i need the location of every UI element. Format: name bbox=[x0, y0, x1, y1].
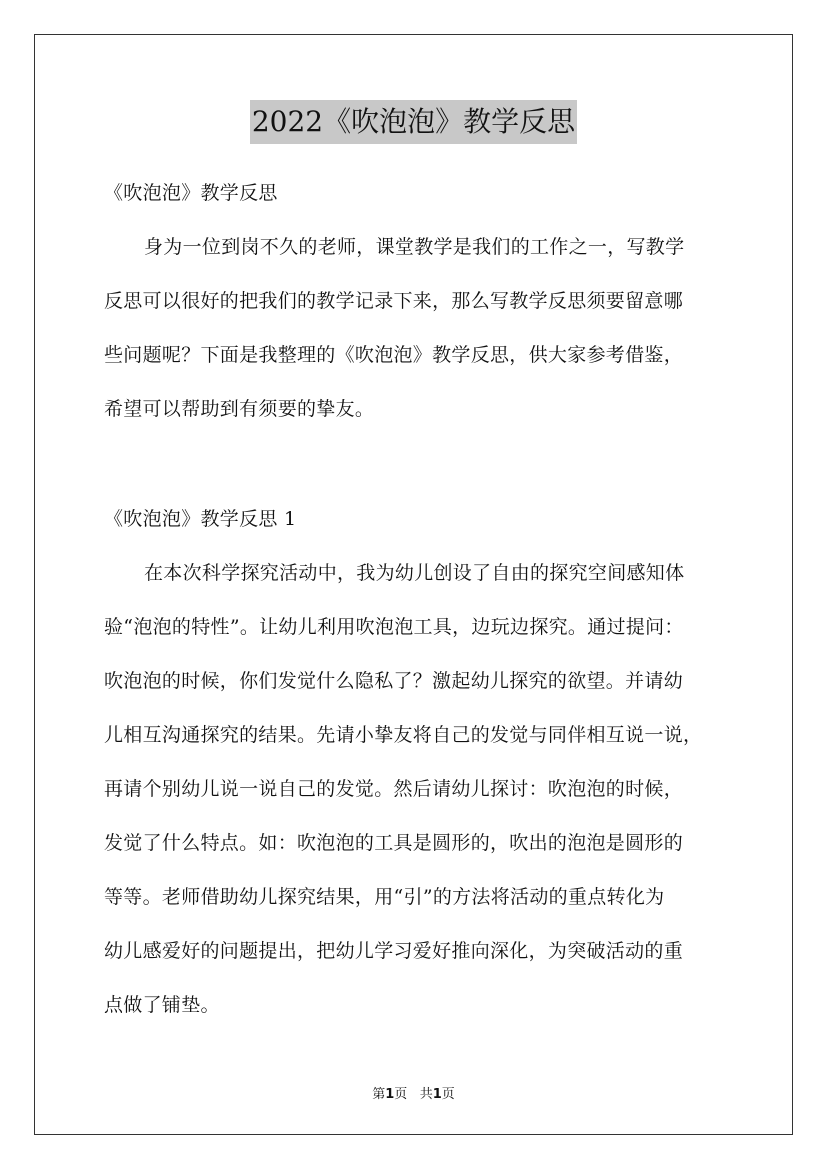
document-title: 2022《吹泡泡》教学反思 bbox=[250, 100, 577, 144]
total-pages: 1 bbox=[432, 1087, 442, 1102]
subtitle: 《吹泡泡》教学反思 bbox=[104, 182, 278, 204]
page-prefix: 第 bbox=[372, 1087, 386, 1102]
document-title-wrap bbox=[0, 100, 827, 144]
paragraph-line: 儿相互沟通探究的结果。先请小挚友将自己的发觉与同伴相互说一说， bbox=[104, 724, 703, 746]
paragraph-line: 幼儿感爱好的问题提出，把幼儿学习爱好推向深化，为突破活动的重 bbox=[104, 940, 684, 962]
total-suffix: 页 bbox=[441, 1087, 455, 1102]
intro-line: 希望可以帮助到有须要的挚友。 bbox=[104, 398, 375, 420]
paragraph-line: 点做了铺垫。 bbox=[104, 994, 220, 1016]
page-footer bbox=[0, 1083, 827, 1102]
intro-line: 些问题呢？下面是我整理的《吹泡泡》教学反思，供大家参考借鉴， bbox=[104, 344, 684, 366]
paragraph-line: 验“泡泡的特性”。让幼儿利用吹泡泡工具，边玩边探究。通过提问： bbox=[104, 616, 684, 638]
page-suffix: 页 bbox=[394, 1087, 408, 1102]
intro-line: 反思可以很好的把我们的教学记录下来，那么写教学反思须要留意哪 bbox=[104, 290, 684, 312]
paragraph-line: 在本次科学探究活动中，我为幼儿创设了自由的探究空间感知体 bbox=[144, 562, 685, 584]
paragraph-line: 吹泡泡的时候，你们发觉什么隐私了？激起幼儿探究的欲望。并请幼 bbox=[104, 670, 684, 692]
paragraph-line: 等等。老师借助幼儿探究结果，用“引”的方法将活动的重点转化为 bbox=[104, 886, 665, 908]
paragraph-line: 发觉了什么特点。如：吹泡泡的工具是圆形的，吹出的泡泡是圆形的 bbox=[104, 832, 684, 854]
section-heading: 《吹泡泡》教学反思 1 bbox=[104, 508, 297, 530]
paragraph-line: 再请个别幼儿说一说自己的发觉。然后请幼儿探讨：吹泡泡的时候， bbox=[104, 778, 684, 800]
intro-line: 身为一位到岗不久的老师，课堂教学是我们的工作之一，写教学 bbox=[144, 236, 685, 258]
total-prefix: 共 bbox=[419, 1087, 433, 1102]
page-number: 1 bbox=[385, 1087, 395, 1102]
